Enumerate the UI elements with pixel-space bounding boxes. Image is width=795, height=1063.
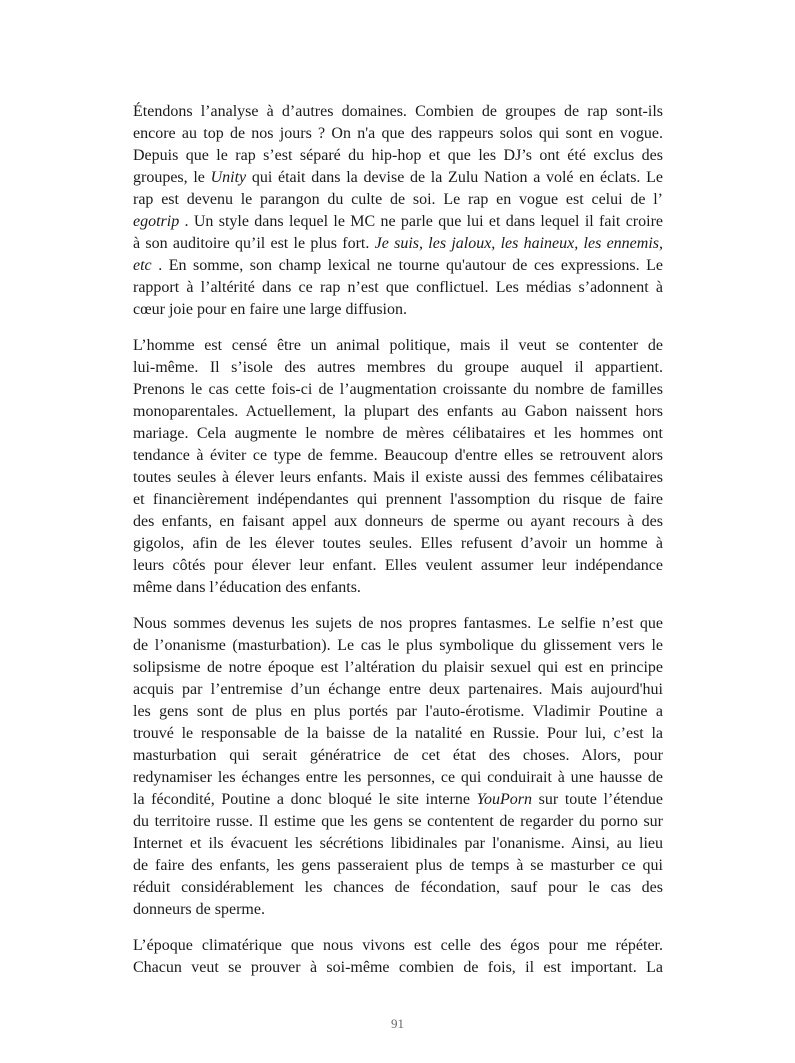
text-segment: à son auditoire qu’il est le plus fort. — [133, 235, 375, 252]
italic-text: Je suis, les jaloux, les haineux, les ennemis, — [374, 235, 663, 252]
text-segment: . Un style dans lequel le MC ne parle que lui et dans lequel il fait croire — [179, 213, 663, 230]
text-line — [133, 211, 663, 233]
text-line: mariage. Cela augmente le nombre de mères célibataires et les hommes ont — [133, 425, 663, 442]
text-line: des enfants, en faisant appel aux donneurs de sperme ou ayant recours à des — [133, 513, 663, 530]
text-line: monoparentales. Actuellement, la plupart des enfants au Gabon naissent hors — [133, 403, 663, 420]
paragraph — [133, 935, 663, 979]
text-line: réduit considérablement les chances de fécondation, sauf pour le cas des — [133, 879, 663, 896]
text-line: de l’onanisme (masturbation). Le cas le plus symbolique du glissement vers le — [133, 637, 663, 654]
text-line: cœur joie pour en faire une large diffusion. — [133, 301, 407, 318]
text-line: tendance à éviter ce type de femme. Beaucoup d'entre elles se retrouvent alors — [133, 447, 663, 464]
text-line — [133, 167, 663, 189]
text-line — [133, 233, 663, 255]
paragraph — [133, 613, 663, 921]
text-line: leurs côtés pour élever leur enfant. Elles veulent assumer leur indépendance — [133, 557, 663, 574]
text-line: L’époque climatérique que nous vivons est celle des égos pour me répéter. — [133, 937, 663, 954]
text-line: solipsisme de notre époque est l’altération du plaisir sexuel qui est en principe — [133, 659, 663, 676]
text-segment: la fécondité, Poutine a donc bloqué le site interne — [133, 791, 477, 808]
text-line: donneurs de sperme. — [133, 901, 265, 918]
text-line: Internet et ils évacuent les sécrétions libidinales par l'onanisme. Ainsi, au lieu — [133, 835, 663, 852]
text-line: L’homme est censé être un animal politique, mais il veut se contenter de — [133, 337, 663, 354]
text-line: même dans l’éducation des enfants. — [133, 579, 361, 596]
text-line: rap est devenu le parangon du culte de soi. Le rap en vogue est celui de l’ — [133, 191, 663, 208]
italic-text: Unity — [210, 169, 247, 186]
italic-text: YouPorn — [476, 791, 533, 808]
text-line: Depuis que le rap s’est séparé du hip-hop et que les DJ’s ont été exclus des — [133, 147, 663, 164]
text-line: du territoire russe. Il estime que les gens se contentent de regarder du porno sur — [133, 813, 663, 830]
text-line: gigolos, afin de les élever toutes seules. Elles refusent d’avoir un homme à — [133, 535, 663, 552]
text-line: toutes seules à élever leurs enfants. Mais il existe aussi des femmes célibataires — [133, 469, 663, 486]
text-line: acquis par l’entremise d’un échange entre deux partenaires. Mais aujourd'hui — [133, 681, 663, 698]
text-line: encore au top de nos jours ? On n'a que des rappeurs solos qui sont en vogue. — [133, 125, 663, 142]
italic-text: egotrip — [133, 213, 180, 230]
text-segment: sur toute l’étendue — [532, 791, 663, 808]
text-line: Chacun veut se prouver à soi-même combien de fois, il est important. La — [133, 959, 663, 976]
text-line: masturbation qui serait génératrice de cet état des choses. Alors, pour — [133, 747, 663, 764]
text-line: trouvé le responsable de la baisse de la natalité en Russie. Pour lui, c’est la — [133, 725, 663, 742]
text-segment: groupes, le — [133, 169, 211, 186]
page-number: 91 — [391, 1016, 404, 1031]
text-line: redynamiser les échanges entre les personnes, ce qui conduirait à une hausse de — [133, 769, 663, 786]
paragraph — [133, 101, 663, 321]
text-line: les gens sont de plus en plus portés par l'auto-érotisme. Vladimir Poutine a — [133, 703, 663, 720]
text-line: Nous sommes devenus les sujets de nos propres fantasmes. Le selfie n’est que — [133, 615, 663, 632]
text-line — [133, 789, 663, 811]
text-segment: qui était dans la devise de la Zulu Nation a volé en éclats. Le — [246, 169, 664, 186]
text-line — [133, 255, 663, 277]
text-line: Étendons l’analyse à d’autres domaines. Combien de groupes de rap sont-ils — [133, 103, 663, 120]
text-line: de faire des enfants, les gens passeraient plus de temps à se masturber ce qui — [133, 857, 663, 874]
text-segment: . En somme, son champ lexical ne tourne qu'autour de ces expressions. Le — [151, 257, 663, 274]
text-line: Prenons le cas cette fois-ci de l’augmentation croissante du nombre de familles — [133, 381, 663, 398]
text-line: rapport à l’altérité dans ce rap n’est que conflictuel. Les médias s’adonnent à — [133, 279, 663, 296]
body-text — [133, 101, 663, 993]
text-line: lui-même. Il s’isole des autres membres du groupe auquel il appartient. — [133, 359, 663, 376]
italic-text: etc — [133, 257, 152, 274]
text-line: et financièrement indépendantes qui prennent l'assomption du risque de faire — [133, 491, 663, 508]
paragraph — [133, 335, 663, 599]
